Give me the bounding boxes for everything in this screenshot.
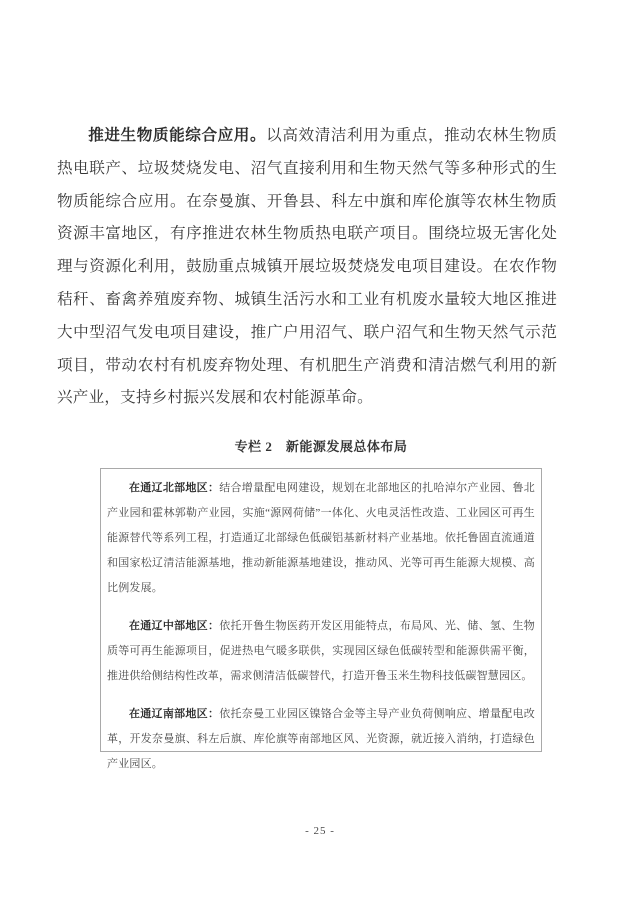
body-paragraph-lead: 推进生物质能综合应用。 [88, 127, 267, 144]
page-number: - 25 - [305, 825, 335, 837]
box-paragraph-north-text: 结合增量配电网建设，规划在北部地区的扎哈淖尔产业园、鲁北产业园和霍林郭勒产业园，实施“源网荷储”一体化、火电灵活性改造、工业园区可再生能源替代等系列工程，打造通辽北部绿色低碳铝基新材料产业基地。依托鲁固直流通道和国家松辽清洁能源基地，推动新能源基地建设，推动风、光等可再生能源大规模、高比例发展。 [107, 482, 535, 594]
box-paragraph-central [107, 614, 535, 689]
box-paragraph-south-text: 依托奈曼工业园区镍铬合金等主导产业负荷侧响应、增量配电改革，开发奈曼旗、科左后旗、库伦旗等南部地区风、光资源，就近接入消纳，打造绿色产业园区。 [107, 708, 535, 770]
box-paragraph-north [107, 476, 535, 601]
box-paragraph-north-lead: 在通辽北部地区： [129, 482, 220, 494]
column-box-title: 专栏 2 新能源发展总体布局 [234, 439, 408, 454]
box-paragraph-south [107, 702, 535, 777]
body-paragraph [57, 120, 557, 415]
box-paragraph-central-lead: 在通辽中部地区： [129, 620, 220, 632]
column-box [100, 468, 542, 770]
body-paragraph-text: 以高效清洁利用为重点，推动农林生物质热电联产、垃圾焚烧发电、沼气直接利用和生物天然气等多种形式的生物质能综合应用。在奈曼旗、开鲁县、科左中旗和库伦旗等农林生物质资源丰富地区，有序推进农林生物质热电联产项目。围绕垃圾无害化处理与资源化利用，鼓励重点城镇开展垃圾焚烧发电项目建设。在农作物秸秆、畜禽养殖废弃物、城镇生活污水和工业有机废水量较大地区推进大中型沼气发电项目建设，推广户用沼气、联户沼气和生物天然气示范项目，带动农村有机废弃物处理、有机肥生产消费和清洁燃气利用的新兴产业，支持乡村振兴发展和农村能源革命。 [57, 127, 557, 407]
box-paragraph-south-lead: 在通辽南部地区： [129, 708, 220, 720]
box-paragraph-central-text: 依托开鲁生物医药开发区用能特点，布局风、光、储、氢、生物质等可再生能源项目，促进热电气暖多联供，实现园区绿色低碳转型和能源供需平衡，推进供给侧结构性改革，需求侧清洁低碳替代，打造开鲁玉米生物科技低碳智慧园区。 [107, 620, 535, 682]
